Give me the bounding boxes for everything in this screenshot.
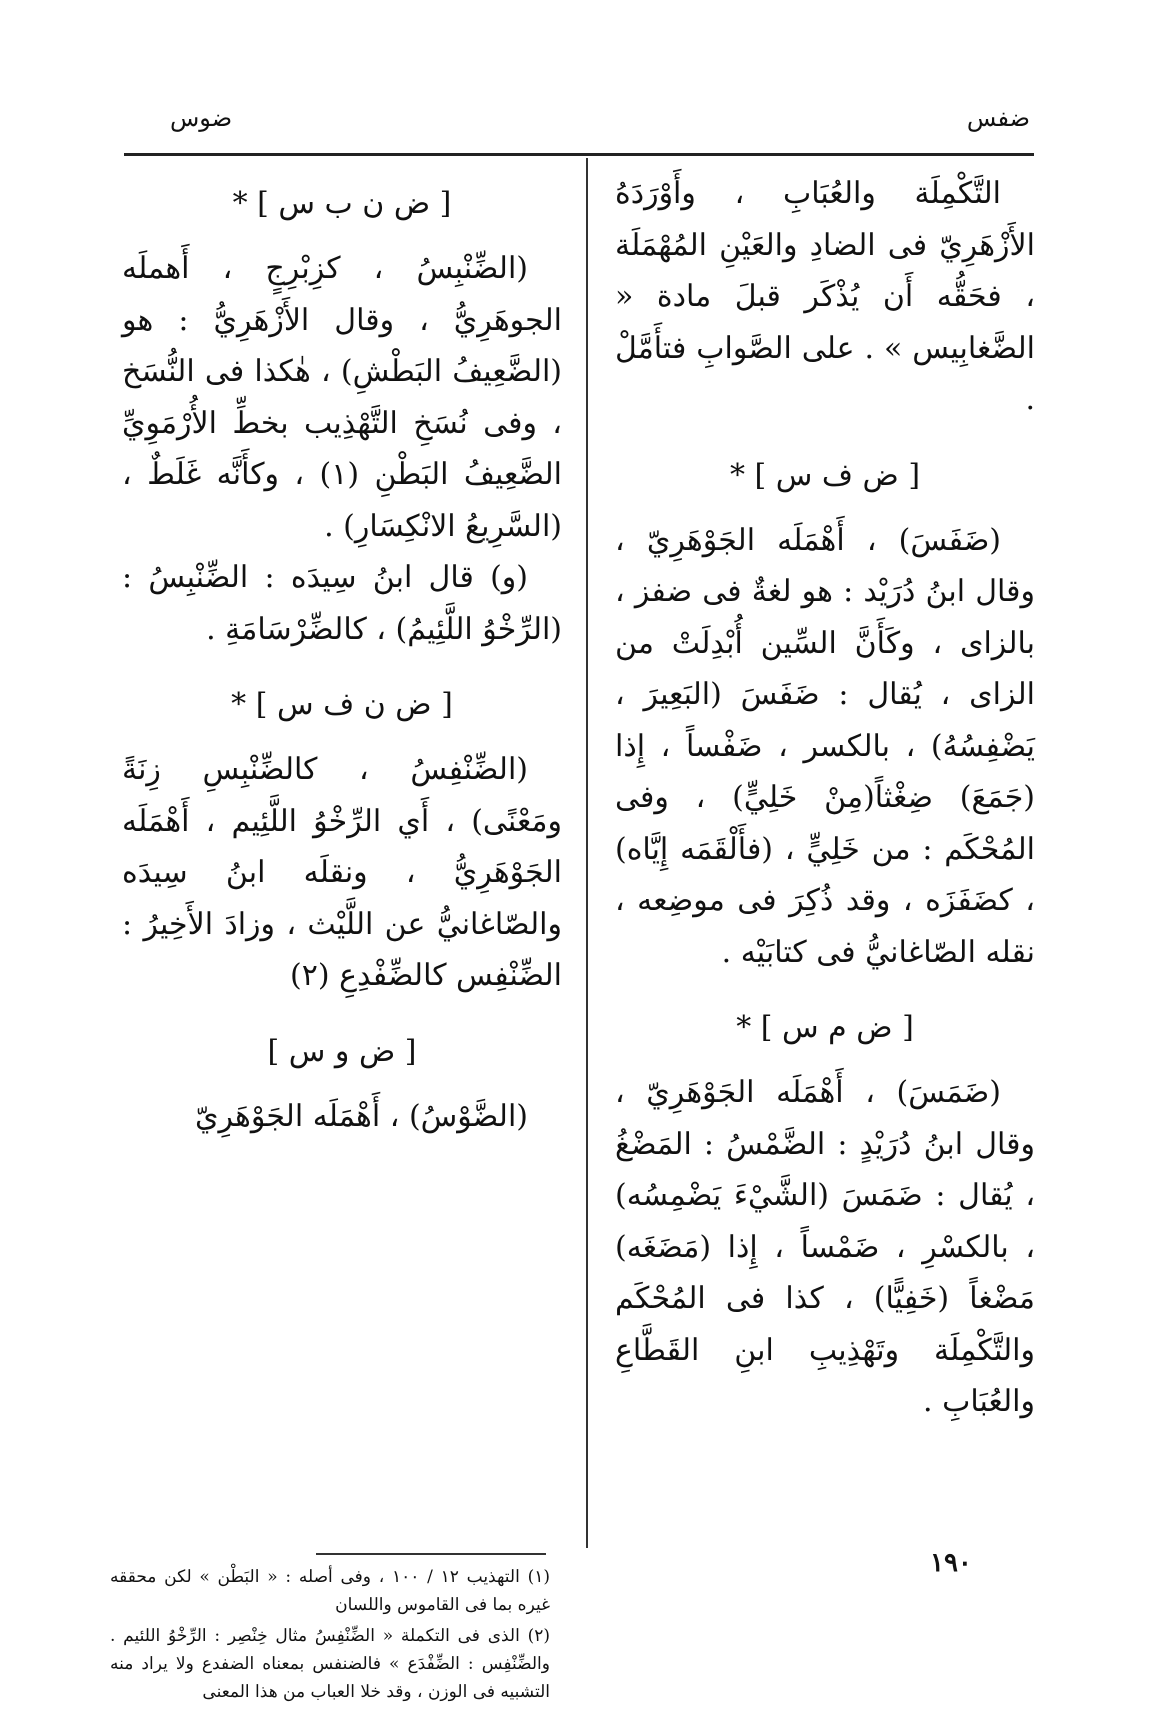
left-column (122, 168, 562, 1142)
paragraph: (و) قال ابنُ سِيدَه : الضِّنْبِسُ : (الرِّخْوُ اللَّئِيمُ) ، كالضِّرْسَامَةِ . (122, 560, 562, 647)
paragraph: التَّكْمِلَة والعُبَابِ ، وأَوْرَدَهُ الأَزْهَرِيّ فى الضادِ والعَيْنِ المُهْمَلَة ، فحَقُّه أَن يُذْكَر قبلَ مادة « الضَّغابِيس » . على الصَّوابِ فتأَمَّلْ . (615, 176, 1035, 417)
right-column (615, 168, 1035, 1428)
running-head-left: ضوس (170, 104, 233, 132)
column-divider (586, 158, 588, 1548)
header-rule (124, 153, 1034, 156)
footnotes (110, 1563, 550, 1709)
running-head-right: ضفس (966, 104, 1030, 132)
page-number: ١٩٠ (930, 1548, 972, 1578)
footnote-rule (316, 1553, 546, 1555)
paragraph: (الضَّوْسُ) ، أَهْمَلَه الجَوْهَرِيّ (194, 1098, 528, 1134)
footnote: (١) التهذيب ١٢ / ١٠٠ ، وفى أصله : « البَطْن » لكن محققه غيره بما فى القاموس واللسان (110, 1567, 550, 1615)
entry-heading: [ ض ف س ] * (729, 457, 921, 493)
paragraph: (الضِّنْفِسُ ، كالضِّنْبِسِ زِنَةً ومَعْنًى) ، أَي الرِّخْوُ اللَّئِيم ، أَهْمَلَه الجَوْهَرِيُّ ، ونقلَه ابنُ سِيدَه والصّاغانيُّ عن اللَّيْث ، وزادَ الأَخِيرُ : الضِّنْفِس كالضِّفْدِعِ (٢) (122, 752, 562, 993)
paragraph: (ضَمَسَ) ، أَهْمَلَه الجَوْهَرِيّ ، وقال ابنُ دُرَيْدٍ : الضَّمْسُ : المَضْغُ ، يُقال : ضَمَسَ (الشَّيْءَ يَضْمِسُه) ، بالكسْرِ ، ضَمْساً ، إِذا (مَضَغَه) مَضْغاً (خَفِيًّا) ، كذا فى المُحْكَم والتَّكْمِلَة وتَهْذِيبِ ابنِ القَطَّاعِ والعُبَابِ . (615, 1075, 1035, 1419)
paragraph: (الضِّنْبِسُ ، كزِبْرِجٍ ، أَهملَه الجوهَرِيُّ ، وقال الأَزْهَرِيُّ : هو (الضَّعِيفُ البَطْشِ) ، هٰكذا فى النُّسَخ ، وفى نُسَخِ التَّهْذِيب بخطِّ الأُرْمَوِيِّ الضَّعِيفُ البَطْنِ (١) ، وكأَنَّه غَلَطٌ ، (السَّرِيعُ الانْكِسَارِ) . (122, 251, 562, 544)
entry-heading: [ ض ن ب س ] * (232, 186, 452, 221)
entry-heading: [ ض م س ] * (736, 1010, 914, 1045)
paragraph: (ضَفَسَ) ، أَهْمَلَه الجَوْهَرِيّ ، وقال ابنُ دُرَيْد : هو لغةٌ فى ضفز ، بالزاى ، وكَأَنَّ السِّين أُبْدِلَتْ من الزاى ، يُقال : ضَفَسَ (البَعِيرَ ، يَضْفِسُهُ) ، بالكسر ، ضَفْساً ، إِذا (جَمَعَ) ضِغْثاً(مِنْ خَلِيٍّ) ، وفى المُحْكَم : من خَلِيٍّ ، (فأَلْقَمَه إِيَّاه) ، كضَفَزَه ، وقد ذُكِرَ فى موضِعه ، نقله الصّاغانيُّ فى كتابَيْه . (615, 522, 1035, 970)
footnote: (٢) الذى فى التكملة « الضِّنْفِسُ مثال خِنْصِر : الرِّخْوُ اللئيم . والضِّنْفِس : الضِّفْدَع » فالضنفس بمعناه الضفدع ولا يراد منه التشبيه فى الوزن ، وقد خلا العباب من هذا المعنى (110, 1626, 550, 1702)
entry-heading: [ ض ن ف س ] * (231, 687, 453, 722)
entry-heading: [ ض و س ] (267, 1033, 417, 1069)
